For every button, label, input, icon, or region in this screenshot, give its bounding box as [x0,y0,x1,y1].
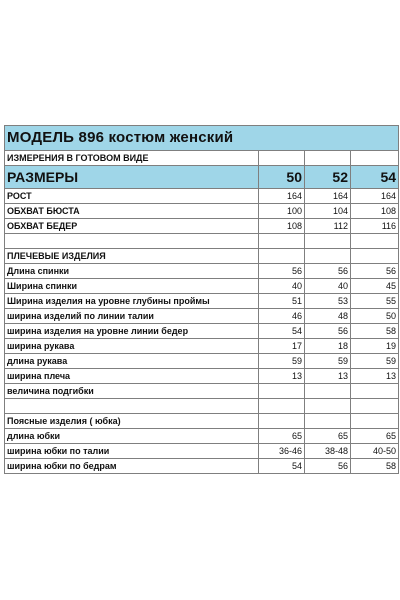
size-chart-table [4,125,399,474]
row-value: 59 [351,354,399,369]
row-value [305,384,351,399]
row-value: 164 [351,189,399,204]
row-value [351,384,399,399]
spacer-row [5,399,399,414]
section-row [5,414,399,429]
row-value: 46 [259,309,305,324]
row-value: 58 [351,459,399,474]
title-row [5,126,399,151]
row-value: 54 [259,459,305,474]
table-row [5,444,399,459]
table-row [5,459,399,474]
row-value: 59 [259,354,305,369]
row-value: 58 [351,324,399,339]
row-value: 108 [351,204,399,219]
section-row [5,249,399,264]
row-label: ОБХВАТ БЕДЕР [5,219,259,234]
row-label: длина рукава [5,354,259,369]
size-header: 54 [351,166,399,189]
row-value: 50 [351,309,399,324]
table-row [5,219,399,234]
row-value: 56 [305,264,351,279]
size-header: 50 [259,166,305,189]
table-row [5,369,399,384]
table-row [5,354,399,369]
row-value: 17 [259,339,305,354]
sizes-label: РАЗМЕРЫ [5,166,259,189]
row-value: 53 [305,294,351,309]
row-value: 59 [305,354,351,369]
row-label: Ширина изделия на уровне глубины проймы [5,294,259,309]
row-value: 164 [305,189,351,204]
table-row [5,279,399,294]
row-label: Длина спинки [5,264,259,279]
section-title-waist: Поясные изделия ( юбка) [5,414,259,429]
row-value: 38-48 [305,444,351,459]
row-value: 116 [351,219,399,234]
row-value: 45 [351,279,399,294]
sizes-row [5,166,399,189]
row-value: 56 [305,324,351,339]
row-value: 13 [259,369,305,384]
table-row [5,189,399,204]
section-title-shoulder: ПЛЕЧЕВЫЕ ИЗДЕЛИЯ [5,249,259,264]
row-value: 36-46 [259,444,305,459]
row-value: 56 [305,459,351,474]
row-label: ширина изделия на уровне линии бедер [5,324,259,339]
row-label: Ширина спинки [5,279,259,294]
row-value: 56 [259,264,305,279]
row-value: 56 [351,264,399,279]
row-label: ОБХВАТ БЮСТА [5,204,259,219]
subtitle-row [5,151,399,166]
table-row [5,429,399,444]
row-label: ширина изделий по линии талии [5,309,259,324]
row-label: ширина юбки по бедрам [5,459,259,474]
spacer-row [5,234,399,249]
row-value: 112 [305,219,351,234]
row-value: 13 [305,369,351,384]
table-row [5,264,399,279]
size-header: 52 [305,166,351,189]
row-value: 40 [259,279,305,294]
table-title: МОДЕЛЬ 896 костюм женский [5,126,399,151]
row-value: 18 [305,339,351,354]
table-row [5,204,399,219]
row-value: 40-50 [351,444,399,459]
row-label: ширина юбки по талии [5,444,259,459]
table-row [5,294,399,309]
row-label: величина подгибки [5,384,259,399]
row-value: 54 [259,324,305,339]
row-label: РОСТ [5,189,259,204]
row-value: 65 [259,429,305,444]
row-value: 65 [305,429,351,444]
row-label: ширина плеча [5,369,259,384]
row-value: 13 [351,369,399,384]
table-subtitle: ИЗМЕРЕНИЯ В ГОТОВОМ ВИДЕ [5,151,259,166]
row-label: длина юбки [5,429,259,444]
row-value: 19 [351,339,399,354]
row-value: 65 [351,429,399,444]
table-row [5,324,399,339]
row-value: 100 [259,204,305,219]
table-row [5,339,399,354]
row-label: ширина рукава [5,339,259,354]
row-value: 108 [259,219,305,234]
row-value: 55 [351,294,399,309]
row-value: 40 [305,279,351,294]
row-value: 164 [259,189,305,204]
row-value: 104 [305,204,351,219]
table-row [5,309,399,324]
table-row [5,384,399,399]
row-value: 51 [259,294,305,309]
row-value [259,384,305,399]
row-value: 48 [305,309,351,324]
